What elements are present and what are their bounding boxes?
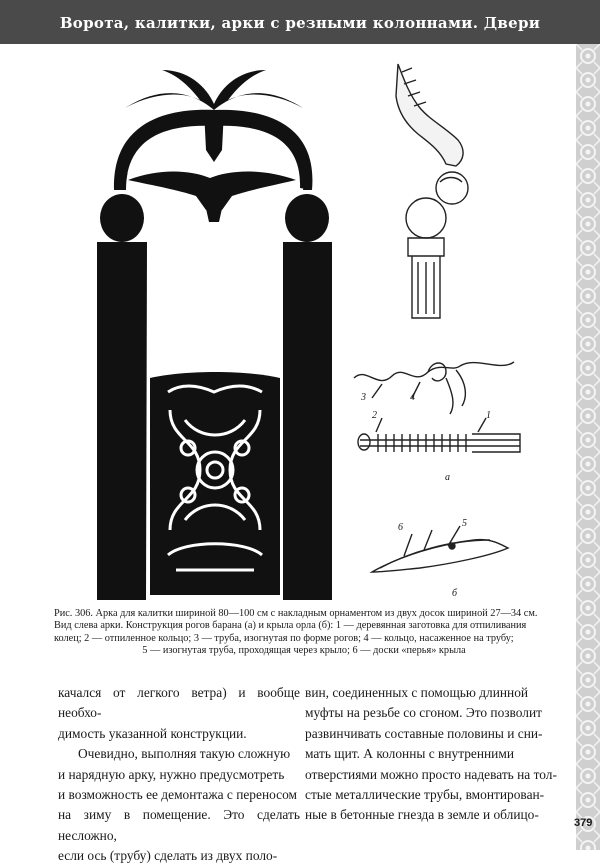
eagle-body bbox=[204, 110, 224, 162]
text-line: если ось (трубу) сделать из двух поло- bbox=[58, 848, 278, 864]
label-b: б bbox=[452, 588, 458, 599]
caption-line-1: Рис. 306. Арка для калитки шириной 80—100 см с накладным орнаментом из двух досок шириной 27—34 см. bbox=[54, 608, 538, 619]
left-column bbox=[97, 242, 147, 600]
page-number: 379 bbox=[574, 817, 593, 829]
caption-line-2: Вид слева арки. Конструкция рогов барана (а) и крыла орла (б): 1 — деревянная заготовка для отпиливания bbox=[54, 620, 527, 632]
label-5: 5 bbox=[462, 518, 467, 529]
running-header-title: Ворота, калитки, арки с резными колоннами. Двери bbox=[59, 14, 541, 32]
right-column bbox=[283, 242, 332, 600]
text-line: отверстиями можно просто надевать на тол- bbox=[305, 766, 557, 782]
left-ball bbox=[100, 194, 144, 242]
label-4: 4 bbox=[410, 392, 415, 403]
figure-caption bbox=[54, 608, 554, 658]
label-3: 3 bbox=[361, 392, 366, 403]
label-a: а bbox=[445, 472, 450, 483]
arch-drawing bbox=[97, 70, 332, 600]
label-6: 6 bbox=[398, 522, 403, 533]
text-line: и нарядную арку, нужно предусмотреть bbox=[58, 766, 285, 782]
ram-horn-detail bbox=[354, 362, 520, 452]
wing-detail bbox=[372, 526, 508, 572]
text-line: ные в бетонные гнезда в земле и облицо- bbox=[305, 807, 539, 823]
label-1: 1 bbox=[486, 410, 491, 421]
text-line: мать щит. А колонны с внутренними bbox=[305, 746, 514, 762]
label-2: 2 bbox=[372, 410, 377, 421]
decorative-side-border bbox=[576, 44, 600, 850]
column-top-detail bbox=[396, 64, 468, 318]
text-line: димость указанной конструкции. bbox=[58, 725, 247, 741]
text-line: развинчивать составные половины и сни- bbox=[305, 725, 543, 741]
body-column-right bbox=[305, 683, 557, 826]
gate-frame bbox=[150, 372, 280, 595]
eagle-wings bbox=[125, 70, 303, 110]
body-column-left bbox=[58, 683, 300, 867]
text-line: и возможность ее демонтажа с переносом bbox=[58, 787, 297, 803]
text-line: Очевидно, выполняя такую сложную bbox=[78, 746, 291, 762]
text-line: на зиму в помещение. Это сделать несложно, bbox=[58, 807, 300, 843]
text-line: вин, соединенных с помощью длинной bbox=[305, 685, 529, 700]
right-ball bbox=[285, 194, 329, 242]
caption-line-3: колец; 2 — отпиленное кольцо; 3 — труба, изогнутая по форме рогов; 4 — кольцо, насаженное на трубу; bbox=[54, 632, 514, 644]
lace-pattern-icon bbox=[576, 44, 600, 850]
text-line: стые металлические трубы, вмонтирован- bbox=[305, 787, 545, 803]
figure-illustration bbox=[0, 44, 576, 604]
text-line: муфты на резьбе со сгоном. Это позволит bbox=[305, 705, 543, 721]
running-header-bar bbox=[0, 0, 600, 44]
caption-line-4: 5 — изогнутая труба, проходящая через крыло; 6 — доски «перья» крыла bbox=[142, 645, 466, 657]
text-line: качался от легкого ветра) и вообще необхо- bbox=[58, 685, 300, 721]
